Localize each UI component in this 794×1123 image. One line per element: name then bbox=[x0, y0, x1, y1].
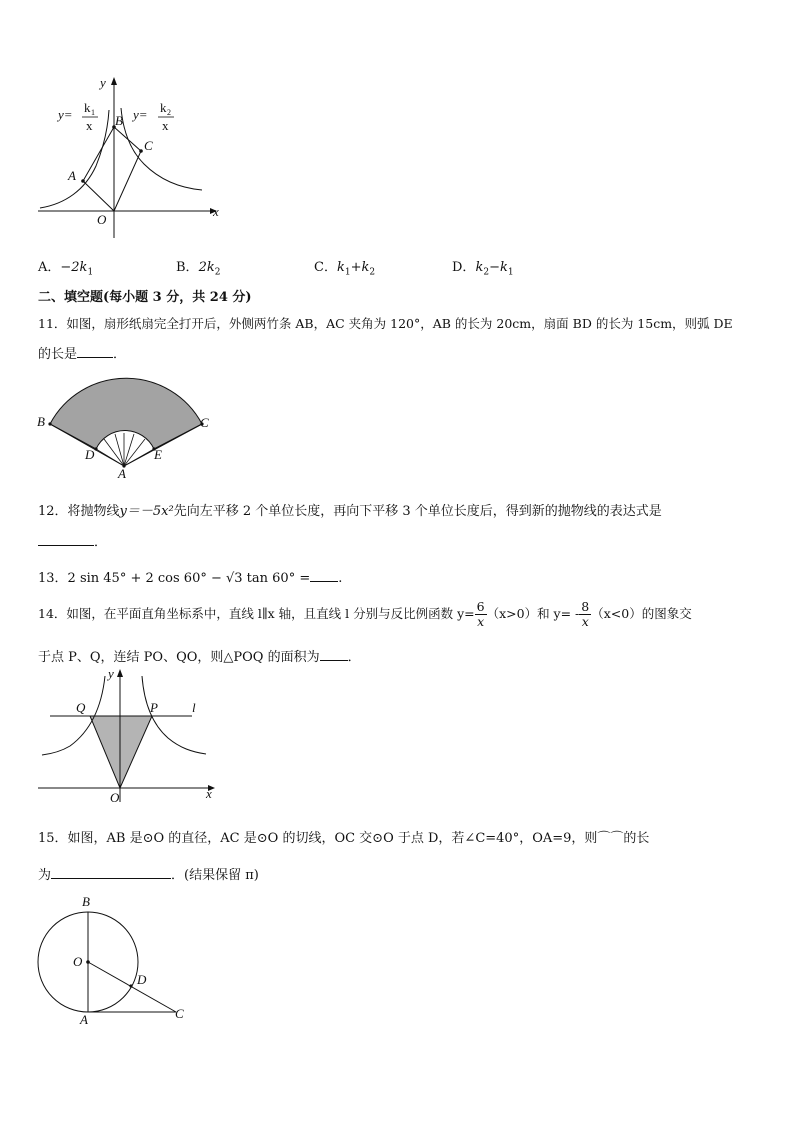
option-a[interactable]: A．$-2k_1$ bbox=[38, 260, 94, 278]
left-func-prefix: y= bbox=[58, 107, 73, 122]
right-func-sub: 2 bbox=[167, 108, 171, 117]
q10-graph bbox=[30, 70, 230, 245]
y-axis-label: y bbox=[100, 75, 106, 90]
segment-oabco bbox=[83, 127, 141, 211]
left-func-num: k bbox=[84, 100, 91, 115]
origin-label: O bbox=[110, 790, 120, 805]
fan-b-label: B bbox=[37, 414, 45, 429]
q13-line: 13．2 sin 45° + 2 cos 60° − √3 tan 60° = . bbox=[38, 571, 343, 586]
fan-e-label: E bbox=[154, 447, 162, 462]
point-a-label: A bbox=[68, 168, 76, 183]
y-axis-arrow bbox=[111, 77, 117, 85]
option-d[interactable]: D．$k_2-k_1$ bbox=[452, 260, 514, 278]
q12-line1: 12．将抛物线y＝－5x²先向左平移 2 个单位长度，再向下平移 3 个单位长度后，得到新的抛物线的表达式是 bbox=[38, 504, 662, 519]
q12-answer-blank[interactable] bbox=[38, 533, 94, 546]
triangle-poq bbox=[90, 716, 152, 788]
section-title: 二、填空题(每小题 3 分，共 24 分) bbox=[38, 290, 252, 305]
left-func-sub: 1 bbox=[91, 108, 95, 117]
point-b-label: B bbox=[115, 113, 123, 128]
q13-answer-blank[interactable] bbox=[310, 569, 338, 582]
q15-line1: 15．如图，AB 是⊙O 的直径，AC 是⊙O 的切线，OC 交⊙O 于点 D，若∠C=40°，OA=9，则⌒⌒的长 bbox=[38, 831, 650, 846]
left-func-den: x bbox=[86, 118, 93, 133]
y-axis-label: y bbox=[108, 666, 114, 681]
point-c-label: C bbox=[144, 138, 153, 153]
fan-surface bbox=[50, 378, 202, 449]
origin-label: O bbox=[97, 212, 107, 227]
right-func-den: x bbox=[162, 118, 169, 133]
point-b-label: B bbox=[82, 894, 90, 909]
fan-c-label: C bbox=[200, 415, 209, 430]
option-c[interactable]: C．$k_1+k_2$ bbox=[314, 260, 376, 278]
left-hyperbola bbox=[40, 110, 109, 208]
point-c-label: C bbox=[175, 1006, 184, 1021]
q15-line2: 为 ．(结果保留 π) bbox=[38, 868, 259, 883]
x-axis-label: x bbox=[213, 204, 219, 219]
line-l-label: l bbox=[192, 700, 196, 715]
y-axis-arrow bbox=[117, 669, 123, 677]
point-d-label: D bbox=[137, 972, 147, 987]
q11-answer-blank[interactable] bbox=[77, 345, 113, 358]
option-b[interactable]: B．$2k_2$ bbox=[176, 260, 221, 278]
q14-answer-blank[interactable] bbox=[320, 648, 348, 661]
point-q-label: Q bbox=[76, 700, 86, 715]
point-a-label: A bbox=[80, 1012, 88, 1027]
point-p-label: P bbox=[150, 700, 158, 715]
q15-circle-figure bbox=[30, 892, 200, 1027]
right-func-prefix: y= bbox=[133, 107, 148, 122]
fan-d-label: D bbox=[85, 447, 95, 462]
q11-line2: 的长是 ． bbox=[38, 347, 127, 362]
q14-graph bbox=[30, 664, 230, 809]
x-axis-label: x bbox=[206, 786, 212, 801]
q11-line1: 11．如图，扇形纸扇完全打开后，外侧两竹条 AB，AC 夹角为 120°，AB 的长为 20cm，扇面 BD 的长为 15cm，则弧 DE bbox=[38, 316, 733, 331]
q14-line2: 于点 P、Q，连结 PO、QO，则△POQ 的面积为 ． bbox=[38, 650, 361, 665]
point-o-label: O bbox=[73, 954, 83, 969]
q12-line2: ． bbox=[38, 531, 107, 550]
right-hyperbola bbox=[142, 676, 206, 754]
fan-a-label: A bbox=[118, 466, 126, 481]
q14-line1: 14．如图，在平面直角坐标系中，直线 l∥x 轴，且直线 l 分别与反比例函数 y= $\frac{6}{x}$ （x>0）和 y= - $\frac{8}{x}$ （x<0）的图象交 bbox=[38, 599, 692, 629]
q11-fan-figure bbox=[30, 370, 220, 480]
q15-answer-blank[interactable] bbox=[51, 866, 171, 879]
right-func-num: k bbox=[160, 100, 167, 115]
